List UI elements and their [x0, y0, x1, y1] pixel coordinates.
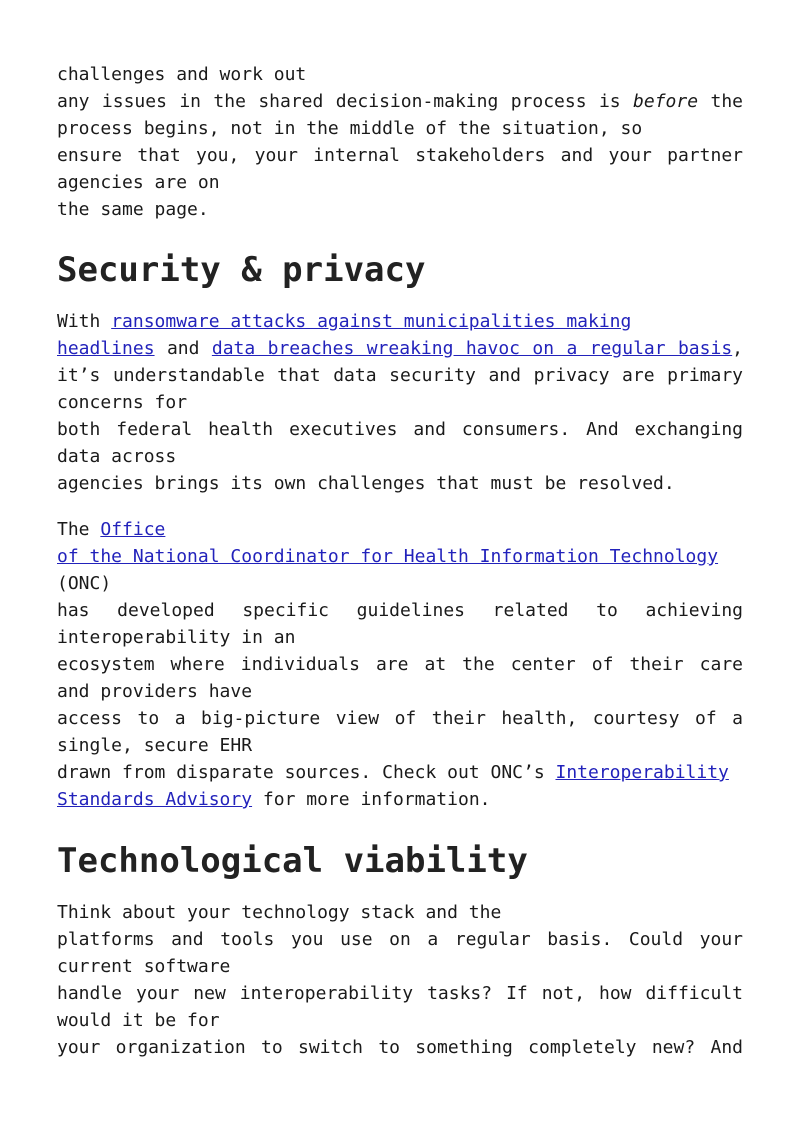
intro-line-1: challenges and work out — [57, 64, 307, 85]
heading-security-privacy: Security & privacy — [57, 250, 426, 290]
security-p2-line-6: ecosystem where individuals are at the center of their care — [57, 654, 743, 675]
security-p1-line-3: it’s understandable that data security and privacy are primary — [57, 365, 743, 386]
link-data-breaches[interactable]: data breaches wreaking havoc on a regular basis — [211, 338, 733, 359]
security-p1-comma: , — [732, 338, 744, 359]
intro-line-4: ensure that you, your internal stakeholders and your partner — [57, 145, 743, 166]
tech-line-5: would it be for — [57, 1010, 220, 1031]
tech-line-4: handle your new interoperability tasks? If not, how difficult — [57, 983, 743, 1004]
security-p2-line-9: single, secure EHR — [57, 735, 253, 756]
intro-line-5: agencies are on — [57, 172, 220, 193]
security-p2-line-3: (ONC) — [57, 573, 112, 594]
tech-line-3: current software — [57, 956, 231, 977]
security-p1-text: With — [57, 311, 112, 332]
intro-line-3: process begins, not in the middle of the situation, so — [57, 118, 643, 139]
security-p1-and: and — [154, 338, 212, 359]
security-p2-line-5: interoperability in an — [57, 627, 296, 648]
link-ransomware-attacks-cont[interactable]: headlines — [57, 338, 155, 359]
security-p2-line-1 — [57, 516, 165, 543]
security-p2-line-10 — [57, 759, 729, 786]
security-p1-line-1 — [57, 308, 631, 335]
intro-line-2-text: any issues in the shared decision-making process is — [57, 91, 634, 112]
link-onc-office-cont[interactable]: of the National Coordinator for Health Information Technology — [57, 546, 719, 567]
security-p2-line-4: has developed specific guidelines related to achieving — [57, 600, 743, 621]
link-interoperability-standards-advisory-cont[interactable]: Standards Advisory — [57, 789, 253, 810]
security-p2-line-2 — [57, 543, 718, 570]
security-p2-text: The — [57, 519, 101, 540]
security-p2-line-10-text: drawn from disparate sources. Check out ONC’s — [57, 762, 556, 783]
intro-line-6: the same page. — [57, 199, 209, 220]
security-p2-line-8: access to a big-picture view of their health, courtesy of a — [57, 708, 743, 729]
intro-line-2 — [57, 88, 743, 115]
heading-technological-viability: Technological viability — [57, 841, 528, 881]
link-ransomware-attacks[interactable]: ransomware attacks against municipalities making — [111, 311, 632, 332]
emphasis-before: before — [633, 91, 699, 112]
link-onc-office[interactable]: Office — [100, 519, 166, 540]
tech-line-2: platforms and tools you use on a regular basis. Could your — [57, 929, 743, 950]
link-interoperability-standards-advisory[interactable]: Interoperability — [555, 762, 729, 783]
security-p2-line-11 — [57, 786, 491, 813]
security-p2-line-7: and providers have — [57, 681, 253, 702]
security-p1-line-7: agencies brings its own challenges that must be resolved. — [57, 473, 675, 494]
tech-line-1: Think about your technology stack and the — [57, 902, 502, 923]
tech-line-6: your organization to switch to something completely new? And — [57, 1037, 743, 1058]
security-p2-line-11-end: for more information. — [252, 789, 491, 810]
intro-line-2-end: the — [698, 91, 743, 112]
security-p1-line-4: concerns for — [57, 392, 188, 413]
security-p1-line-6: data across — [57, 446, 177, 467]
security-p1-line-2 — [57, 335, 743, 362]
security-p1-line-5: both federal health executives and consumers. And exchanging — [57, 419, 743, 440]
